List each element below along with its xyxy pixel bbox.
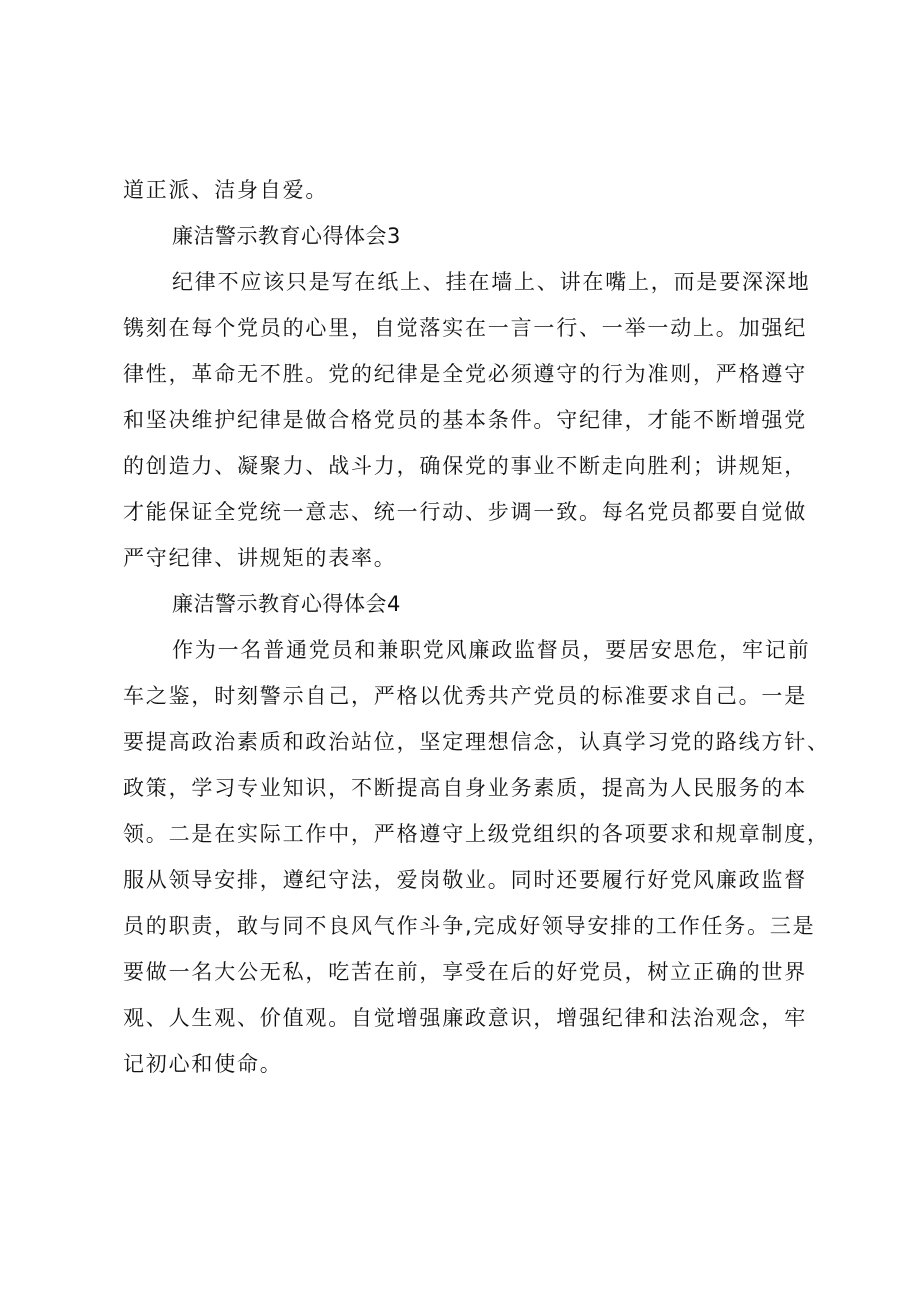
paragraph-3-line: 的创造力、凝聚力、战斗力，确保党的事业不断走向胜利；讲规矩， [123,454,807,478]
paragraph-4-line: 要提高政治素质和政治站位，坚定理想信念，认真学习党的路线方针、 [123,730,830,754]
paragraph-4-line: 服从领导安排，遵纪守法，爱岗敬业。同时还要履行好党风廉政监督 [123,868,807,892]
paragraph-3-line: 才能保证全党统一意志、统一行动、步调一致。每名党员都要自觉做 [123,500,807,524]
paragraph-3-line: 镌刻在每个党员的心里，自觉落实在一言一行、一举一动上。加强纪 [123,316,807,340]
paragraph-3-line: 严守纪律、讲规矩的表率。 [123,546,397,570]
paragraph-4-line: 政策，学习专业知识，不断提高自身业务素质，提高为人民服务的本 [123,776,807,800]
paragraph-3-line: 纪律不应该只是写在纸上、挂在墙上、讲在嘴上，而是要深深地 [172,270,811,294]
paragraph-4-line: 车之鉴，时刻警示自己，严格以优秀共产党员的标准要求自己。一是 [123,684,807,708]
paragraph-4-line: 作为一名普通党员和兼职党风廉政监督员，要居安思危，牢记前 [172,638,811,662]
paragraph-4-line: 要做一名大公无私，吃苦在前，享受在后的好党员，树立正确的世界 [123,960,807,984]
section-heading-3: 廉洁警示教育心得体会3 [172,224,401,248]
paragraph-3-line: 律性，革命无不胜。党的纪律是全党必须遵守的行为准则，严格遵守 [123,362,807,386]
paragraph-4-line: 记初心和使命。 [123,1052,283,1076]
paragraph-4-line: 观、人生观、价值观。自觉增强廉政意识，增强纪律和法治观念，牢 [123,1006,807,1030]
paragraph-3-line: 和坚决维护纪律是做合格党员的基本条件。守纪律，才能不断增强党 [123,408,807,432]
paragraph-4-line: 领。二是在实际工作中，严格遵守上级党组织的各项要求和规章制度， [123,822,830,846]
section-heading-4: 廉洁警示教育心得体会4 [172,592,401,616]
paragraph-tail-line: 道正派、洁身自爱。 [123,178,329,202]
paragraph-4-line: 员的职责，敢与同不良风气作斗争,完成好领导安排的工作任务。三是 [123,914,816,938]
